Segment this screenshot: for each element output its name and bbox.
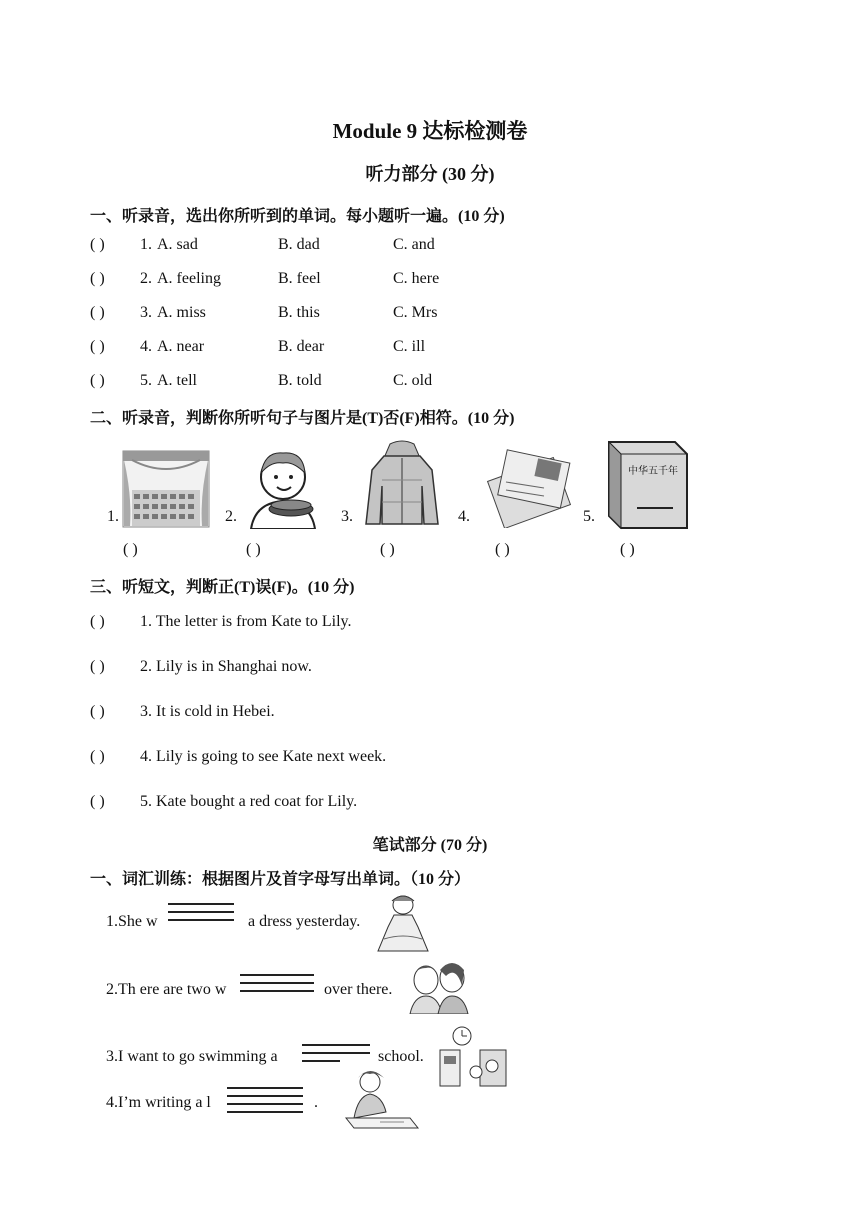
answer-paren[interactable]: ( ) bbox=[90, 658, 105, 675]
option-b: B. this bbox=[278, 304, 320, 321]
page-title: Module 9 达标检测卷 bbox=[332, 119, 528, 143]
answer-paren[interactable]: ( ) bbox=[90, 236, 105, 253]
fill-text-before: 4.I’m writing a l bbox=[106, 1094, 211, 1111]
question-number: 4. bbox=[140, 338, 152, 355]
coat-icon bbox=[362, 440, 442, 526]
girl-writing-icon bbox=[340, 1068, 420, 1132]
answer-paren[interactable]: ( ) bbox=[90, 338, 105, 355]
listening-heading: 听力部分 (30 分) bbox=[365, 164, 495, 184]
part1-instruction: 一、听录音，选出你所听到的单词。每小题听一遍。(10 分) bbox=[90, 208, 505, 225]
option-c: C. old bbox=[393, 372, 433, 389]
fill-text-before: 1.She w bbox=[106, 913, 158, 930]
answer-paren[interactable]: ( ) bbox=[620, 541, 635, 558]
fill-text-after: . bbox=[314, 1094, 318, 1111]
fill-text-after: a dress yesterday. bbox=[248, 913, 361, 930]
part3-instruction: 三、听短文，判断正(T)误(F)。(10 分) bbox=[90, 579, 355, 596]
book-cover-text: 中华五千年 bbox=[628, 466, 678, 477]
girl-dress-icon bbox=[372, 893, 434, 953]
option-b: B. dear bbox=[278, 338, 325, 355]
answer-paren[interactable]: ( ) bbox=[380, 541, 395, 558]
written-heading: 笔试部分 (70 分) bbox=[372, 837, 488, 854]
answer-blank[interactable] bbox=[227, 1087, 303, 1119]
statement-text: 2. Lily is in Shanghai now. bbox=[140, 658, 312, 675]
answer-paren[interactable]: ( ) bbox=[90, 793, 105, 810]
letters-icon bbox=[484, 438, 576, 528]
statement-text: 1. The letter is from Kate to Lily. bbox=[140, 613, 352, 630]
fill-text-before: 2.Th ere are two w bbox=[106, 981, 227, 998]
option-b: B. told bbox=[278, 372, 322, 389]
question-number: 5. bbox=[140, 372, 152, 389]
statement-text: 3. It is cold in Hebei. bbox=[140, 703, 275, 720]
answer-paren[interactable]: ( ) bbox=[90, 304, 105, 321]
statement-text: 4. Lily is going to see Kate next week. bbox=[140, 748, 387, 765]
answer-paren[interactable]: ( ) bbox=[123, 541, 138, 558]
theater-icon bbox=[122, 450, 210, 528]
answer-paren[interactable]: ( ) bbox=[90, 748, 105, 765]
answer-paren[interactable]: ( ) bbox=[246, 541, 261, 558]
option-a: A. sad bbox=[157, 236, 198, 253]
question-number: 2. bbox=[140, 270, 152, 287]
question-number: 3. bbox=[140, 304, 152, 321]
fill-text-after: school. bbox=[378, 1048, 424, 1065]
statement-text: 5. Kate bought a red coat for Lily. bbox=[140, 793, 358, 810]
answer-blank[interactable] bbox=[240, 974, 314, 998]
answer-paren[interactable]: ( ) bbox=[90, 372, 105, 389]
boy-eating-icon bbox=[243, 443, 323, 529]
pic-number: 5. bbox=[583, 508, 595, 525]
option-b: B. feel bbox=[278, 270, 321, 287]
question-number: 1. bbox=[140, 236, 152, 253]
pic-number: 2. bbox=[225, 508, 237, 525]
option-c: C. ill bbox=[393, 338, 426, 355]
answer-blank[interactable] bbox=[168, 903, 234, 927]
answer-blank[interactable] bbox=[302, 1044, 370, 1068]
answer-paren[interactable]: ( ) bbox=[90, 613, 105, 630]
pic-number: 1. bbox=[107, 508, 119, 525]
answer-paren[interactable]: ( ) bbox=[90, 703, 105, 720]
option-a: A. feeling bbox=[157, 270, 221, 287]
option-a: A. miss bbox=[157, 304, 206, 321]
pic-number: 3. bbox=[341, 508, 353, 525]
women-icon bbox=[406, 956, 472, 1014]
option-a: A. tell bbox=[157, 372, 197, 389]
school-clock-icon bbox=[436, 1026, 510, 1090]
pic-number: 4. bbox=[458, 508, 470, 525]
answer-paren[interactable]: ( ) bbox=[495, 541, 510, 558]
option-b: B. dad bbox=[278, 236, 320, 253]
option-c: C. here bbox=[393, 270, 440, 287]
book-icon bbox=[603, 438, 691, 530]
fill-text-before: 3.I want to go swimming a bbox=[106, 1048, 278, 1065]
fill-text-after: over there. bbox=[324, 981, 393, 998]
option-c: C. and bbox=[393, 236, 435, 253]
option-a: A. near bbox=[157, 338, 205, 355]
option-c: C. Mrs bbox=[393, 304, 438, 321]
part2-instruction: 二、听录音，判断你所听句子与图片是(T)否(F)相符。(10 分) bbox=[90, 410, 515, 427]
written1-instruction: 一、词汇训练：根据图片及首字母写出单词。（10 分） bbox=[90, 871, 471, 888]
answer-paren[interactable]: ( ) bbox=[90, 270, 105, 287]
